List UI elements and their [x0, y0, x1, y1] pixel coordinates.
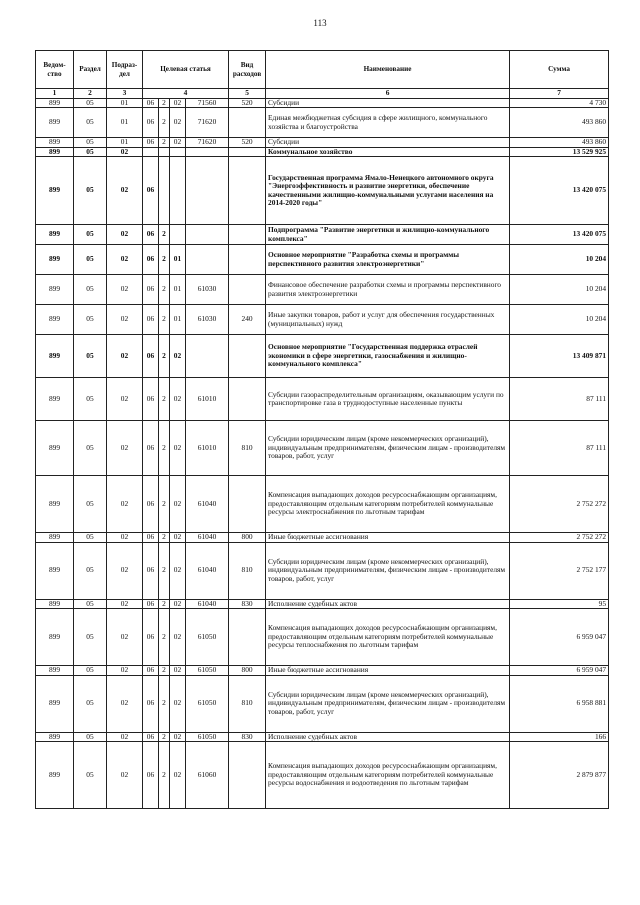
podrazdel-cell: 02 [107, 245, 143, 275]
target-code-4 [186, 157, 229, 225]
target-code-2: 2 [159, 305, 170, 335]
ved-cell: 899 [36, 742, 74, 809]
razdel-cell: 05 [74, 147, 107, 157]
vid-cell: 240 [229, 305, 266, 335]
target-code-1: 06 [143, 225, 159, 245]
table-row [36, 666, 609, 676]
ved-cell: 899 [36, 275, 74, 305]
table-row [36, 245, 609, 275]
name-cell: Основное мероприятие "Разработка схемы и программы перспективного развития электроэнергетики" [266, 245, 510, 275]
razdel-cell: 05 [74, 275, 107, 305]
target-code-1: 06 [143, 666, 159, 676]
vid-cell: 520 [229, 138, 266, 148]
sum-cell: 6 958 881 [510, 675, 609, 732]
target-code-1: 06 [143, 157, 159, 225]
razdel-cell: 05 [74, 305, 107, 335]
table-row [36, 421, 609, 476]
target-code-1: 06 [143, 742, 159, 809]
target-code-4: 71620 [186, 108, 229, 138]
target-code-3: 02 [170, 599, 186, 609]
target-code-3: 02 [170, 378, 186, 421]
ved-cell: 899 [36, 378, 74, 421]
sum-cell: 2 879 877 [510, 742, 609, 809]
vid-cell: 810 [229, 675, 266, 732]
index-cell: 1 [36, 89, 74, 99]
vid-cell: 810 [229, 542, 266, 599]
target-code-1: 06 [143, 138, 159, 148]
razdel-cell: 05 [74, 476, 107, 533]
name-cell: Субсидии юридическим лицам (кроме некоммерческих организаций), индивидуальным предпринимателям, физическим лицам - производителям товаров, работ, услуг [266, 542, 510, 599]
vid-cell: 520 [229, 98, 266, 108]
ved-cell: 899 [36, 675, 74, 732]
table-row [36, 533, 609, 543]
sum-cell: 13 409 871 [510, 335, 609, 378]
column-index-row [36, 89, 609, 99]
razdel-cell: 05 [74, 421, 107, 476]
name-cell: Компенсация выпадающих доходов ресурсоснабжающим организациям, предоставляющим отдельным категориям потребителей коммунальные ресурсы теплоснабжения по льготным тарифам [266, 609, 510, 666]
sum-cell: 13 420 075 [510, 157, 609, 225]
target-code-4: 61040 [186, 533, 229, 543]
vid-cell: 810 [229, 421, 266, 476]
target-code-1: 06 [143, 542, 159, 599]
podrazdel-cell: 01 [107, 138, 143, 148]
vid-cell: 800 [229, 666, 266, 676]
sum-cell: 13 420 075 [510, 225, 609, 245]
name-cell: Иные бюджетные ассигнования [266, 533, 510, 543]
index-cell: 4 [143, 89, 229, 99]
podrazdel-cell: 02 [107, 666, 143, 676]
target-code-2: 2 [159, 666, 170, 676]
name-cell: Коммунальное хозяйство [266, 147, 510, 157]
vid-cell: 830 [229, 732, 266, 742]
target-code-4 [186, 147, 229, 157]
podrazdel-cell: 02 [107, 742, 143, 809]
sum-cell: 95 [510, 599, 609, 609]
target-code-4: 61050 [186, 666, 229, 676]
razdel-cell: 05 [74, 335, 107, 378]
ved-cell: 899 [36, 335, 74, 378]
podrazdel-cell: 02 [107, 225, 143, 245]
name-cell: Государственная программа Ямало-Ненецкого автономного округа "Энергоэффективность и развитие энергетики, обеспечение качественными жилищно-коммунальными услугами населения на 2014-2020 годы" [266, 157, 510, 225]
target-code-4: 61050 [186, 732, 229, 742]
vid-cell [229, 609, 266, 666]
name-cell: Исполнение судебных актов [266, 599, 510, 609]
target-code-1: 06 [143, 98, 159, 108]
header-podrazdel: Подраз-дел [107, 51, 143, 89]
target-code-3: 02 [170, 421, 186, 476]
razdel-cell: 05 [74, 675, 107, 732]
podrazdel-cell: 02 [107, 542, 143, 599]
razdel-cell: 05 [74, 666, 107, 676]
name-cell: Субсидии юридическим лицам (кроме некоммерческих организаций), индивидуальным предпринимателям, физическим лицам - производителям товаров, работ, услуг [266, 421, 510, 476]
target-code-2: 2 [159, 335, 170, 378]
target-code-2: 2 [159, 225, 170, 245]
sum-cell: 13 529 925 [510, 147, 609, 157]
target-code-2: 2 [159, 675, 170, 732]
target-code-3: 02 [170, 476, 186, 533]
target-code-1: 06 [143, 675, 159, 732]
vid-cell [229, 335, 266, 378]
vid-cell [229, 157, 266, 225]
table-row [36, 335, 609, 378]
ved-cell: 899 [36, 108, 74, 138]
name-cell: Субсидии [266, 138, 510, 148]
razdel-cell: 05 [74, 533, 107, 543]
table-header-row [36, 51, 609, 89]
ved-cell: 899 [36, 421, 74, 476]
target-code-4 [186, 245, 229, 275]
target-code-4: 61030 [186, 305, 229, 335]
target-code-4: 61060 [186, 742, 229, 809]
ved-cell: 899 [36, 609, 74, 666]
sum-cell: 6 959 047 [510, 609, 609, 666]
target-code-3: 02 [170, 609, 186, 666]
table-row [36, 609, 609, 666]
sum-cell: 2 752 177 [510, 542, 609, 599]
table-row [36, 305, 609, 335]
target-code-3: 02 [170, 666, 186, 676]
target-code-1: 06 [143, 275, 159, 305]
ved-cell: 899 [36, 666, 74, 676]
sum-cell: 87 111 [510, 421, 609, 476]
podrazdel-cell: 02 [107, 275, 143, 305]
name-cell: Субсидии юридическим лицам (кроме некоммерческих организаций), индивидуальным предпринимателям, физическим лицам - производителям товаров, работ, услуг [266, 675, 510, 732]
table-row [36, 732, 609, 742]
podrazdel-cell: 02 [107, 476, 143, 533]
target-code-3: 02 [170, 542, 186, 599]
target-code-1: 06 [143, 108, 159, 138]
ved-cell: 899 [36, 147, 74, 157]
target-code-4: 61050 [186, 675, 229, 732]
podrazdel-cell: 02 [107, 609, 143, 666]
vid-cell [229, 225, 266, 245]
target-code-1: 06 [143, 378, 159, 421]
target-code-3: 02 [170, 108, 186, 138]
target-code-4: 61030 [186, 275, 229, 305]
sum-cell: 4 730 [510, 98, 609, 108]
sum-cell: 493 860 [510, 108, 609, 138]
target-code-1: 06 [143, 305, 159, 335]
razdel-cell: 05 [74, 108, 107, 138]
header-tselevaya-statya: Целевая статья [143, 51, 229, 89]
podrazdel-cell: 02 [107, 599, 143, 609]
razdel-cell: 05 [74, 378, 107, 421]
target-code-2: 2 [159, 742, 170, 809]
vid-cell: 800 [229, 533, 266, 543]
target-code-3: 01 [170, 245, 186, 275]
table-row [36, 275, 609, 305]
podrazdel-cell: 02 [107, 335, 143, 378]
razdel-cell: 05 [74, 732, 107, 742]
name-cell: Единая межбюджетная субсидия в сфере жилищного, коммунального хозяйства и благоустройства [266, 108, 510, 138]
target-code-1 [143, 147, 159, 157]
table-row [36, 476, 609, 533]
index-cell: 2 [74, 89, 107, 99]
vid-cell [229, 275, 266, 305]
target-code-3 [170, 225, 186, 245]
index-cell: 6 [266, 89, 510, 99]
target-code-3: 02 [170, 742, 186, 809]
ved-cell: 899 [36, 225, 74, 245]
sum-cell: 10 204 [510, 245, 609, 275]
vid-cell [229, 378, 266, 421]
sum-cell: 166 [510, 732, 609, 742]
razdel-cell: 05 [74, 609, 107, 666]
page-number: 113 [313, 18, 327, 28]
vid-cell [229, 476, 266, 533]
vid-cell [229, 147, 266, 157]
target-code-1: 06 [143, 599, 159, 609]
podrazdel-cell: 02 [107, 147, 143, 157]
name-cell: Исполнение судебных актов [266, 732, 510, 742]
header-vedomstvo: Ведом-ство [36, 51, 74, 89]
target-code-2: 2 [159, 108, 170, 138]
target-code-4 [186, 335, 229, 378]
name-cell: Подпрограмма "Развитие энергетики и жилищно-коммунального комплекса" [266, 225, 510, 245]
target-code-1: 06 [143, 335, 159, 378]
target-code-3: 02 [170, 335, 186, 378]
target-code-1: 06 [143, 245, 159, 275]
name-cell: Иные бюджетные ассигнования [266, 666, 510, 676]
ved-cell: 899 [36, 542, 74, 599]
name-cell: Компенсация выпадающих доходов ресурсоснабжающим организациям, предоставляющим отдельным категориям потребителей коммунальные ресурсы водоснабжения и водоотведения по льготным тарифам [266, 742, 510, 809]
podrazdel-cell: 02 [107, 732, 143, 742]
table-row [36, 138, 609, 148]
name-cell: Компенсация выпадающих доходов ресурсоснабжающим организациям, предоставляющим отдельным категориям потребителей коммунальные ресурсы электроснабжения по льготным тарифам [266, 476, 510, 533]
razdel-cell: 05 [74, 138, 107, 148]
podrazdel-cell: 02 [107, 305, 143, 335]
table-row [36, 157, 609, 225]
sum-cell: 2 752 272 [510, 533, 609, 543]
target-code-2 [159, 147, 170, 157]
sum-cell: 493 860 [510, 138, 609, 148]
target-code-1: 06 [143, 732, 159, 742]
vid-cell [229, 742, 266, 809]
target-code-3 [170, 157, 186, 225]
header-razdel: Раздел [74, 51, 107, 89]
index-cell: 5 [229, 89, 266, 99]
name-cell: Финансовое обеспечение разработки схемы и программы перспективного развития электроэнергетики [266, 275, 510, 305]
target-code-4: 71560 [186, 98, 229, 108]
podrazdel-cell: 02 [107, 157, 143, 225]
vid-cell [229, 108, 266, 138]
sum-cell: 2 752 272 [510, 476, 609, 533]
sum-cell: 87 111 [510, 378, 609, 421]
target-code-2: 2 [159, 476, 170, 533]
target-code-2: 2 [159, 609, 170, 666]
target-code-1: 06 [143, 533, 159, 543]
name-cell: Иные закупки товаров, работ и услуг для обеспечения государственных (муниципальных) нужд [266, 305, 510, 335]
ved-cell: 899 [36, 98, 74, 108]
target-code-3: 01 [170, 305, 186, 335]
sum-cell: 10 204 [510, 275, 609, 305]
target-code-1: 06 [143, 421, 159, 476]
name-cell: Основное мероприятие "Государственная поддержка отраслей экономики в сфере энергетики, газоснабжения и жилищно-коммунального комплекса" [266, 335, 510, 378]
target-code-1: 06 [143, 476, 159, 533]
podrazdel-cell: 02 [107, 675, 143, 732]
target-code-3: 01 [170, 275, 186, 305]
target-code-2: 2 [159, 421, 170, 476]
header-naimenovanie: Наименование [266, 51, 510, 89]
podrazdel-cell: 02 [107, 378, 143, 421]
header-vid-raskhodov: Вид расходов [229, 51, 266, 89]
index-cell: 3 [107, 89, 143, 99]
table-row [36, 599, 609, 609]
table-row [36, 378, 609, 421]
table-row [36, 742, 609, 809]
index-cell: 7 [510, 89, 609, 99]
target-code-2: 2 [159, 732, 170, 742]
ved-cell: 899 [36, 245, 74, 275]
target-code-4: 61040 [186, 599, 229, 609]
target-code-2: 2 [159, 599, 170, 609]
ved-cell: 899 [36, 732, 74, 742]
target-code-3: 02 [170, 732, 186, 742]
target-code-4: 61050 [186, 609, 229, 666]
vid-cell: 830 [229, 599, 266, 609]
sum-cell: 6 959 047 [510, 666, 609, 676]
name-cell: Субсидии газораспределительным организациям, оказывающим услуги по транспортировке газа в труднодоступные населенные пункты [266, 378, 510, 421]
target-code-4: 61010 [186, 421, 229, 476]
target-code-2: 2 [159, 138, 170, 148]
target-code-3 [170, 147, 186, 157]
header-summa: Сумма [510, 51, 609, 89]
razdel-cell: 05 [74, 742, 107, 809]
target-code-3: 02 [170, 533, 186, 543]
target-code-3: 02 [170, 138, 186, 148]
target-code-2: 2 [159, 542, 170, 599]
razdel-cell: 05 [74, 599, 107, 609]
target-code-1: 06 [143, 609, 159, 666]
table-row [36, 98, 609, 108]
target-code-4: 61040 [186, 542, 229, 599]
table-row [36, 147, 609, 157]
ved-cell: 899 [36, 533, 74, 543]
target-code-2: 2 [159, 98, 170, 108]
podrazdel-cell: 01 [107, 108, 143, 138]
sum-cell: 10 204 [510, 305, 609, 335]
ved-cell: 899 [36, 305, 74, 335]
table-row [36, 108, 609, 138]
target-code-3: 02 [170, 98, 186, 108]
razdel-cell: 05 [74, 157, 107, 225]
target-code-2: 2 [159, 533, 170, 543]
target-code-2: 2 [159, 245, 170, 275]
target-code-4: 61010 [186, 378, 229, 421]
podrazdel-cell: 02 [107, 533, 143, 543]
budget-table [35, 50, 609, 809]
razdel-cell: 05 [74, 245, 107, 275]
ved-cell: 899 [36, 599, 74, 609]
ved-cell: 899 [36, 138, 74, 148]
target-code-3: 02 [170, 675, 186, 732]
podrazdel-cell: 02 [107, 421, 143, 476]
podrazdel-cell: 01 [107, 98, 143, 108]
razdel-cell: 05 [74, 98, 107, 108]
vid-cell [229, 245, 266, 275]
target-code-4: 71620 [186, 138, 229, 148]
target-code-2 [159, 157, 170, 225]
table-row [36, 675, 609, 732]
table-body [36, 98, 609, 809]
target-code-4 [186, 225, 229, 245]
target-code-2: 2 [159, 378, 170, 421]
table-row [36, 225, 609, 245]
razdel-cell: 05 [74, 225, 107, 245]
target-code-2: 2 [159, 275, 170, 305]
name-cell: Субсидии [266, 98, 510, 108]
table-row [36, 542, 609, 599]
ved-cell: 899 [36, 476, 74, 533]
razdel-cell: 05 [74, 542, 107, 599]
target-code-4: 61040 [186, 476, 229, 533]
ved-cell: 899 [36, 157, 74, 225]
